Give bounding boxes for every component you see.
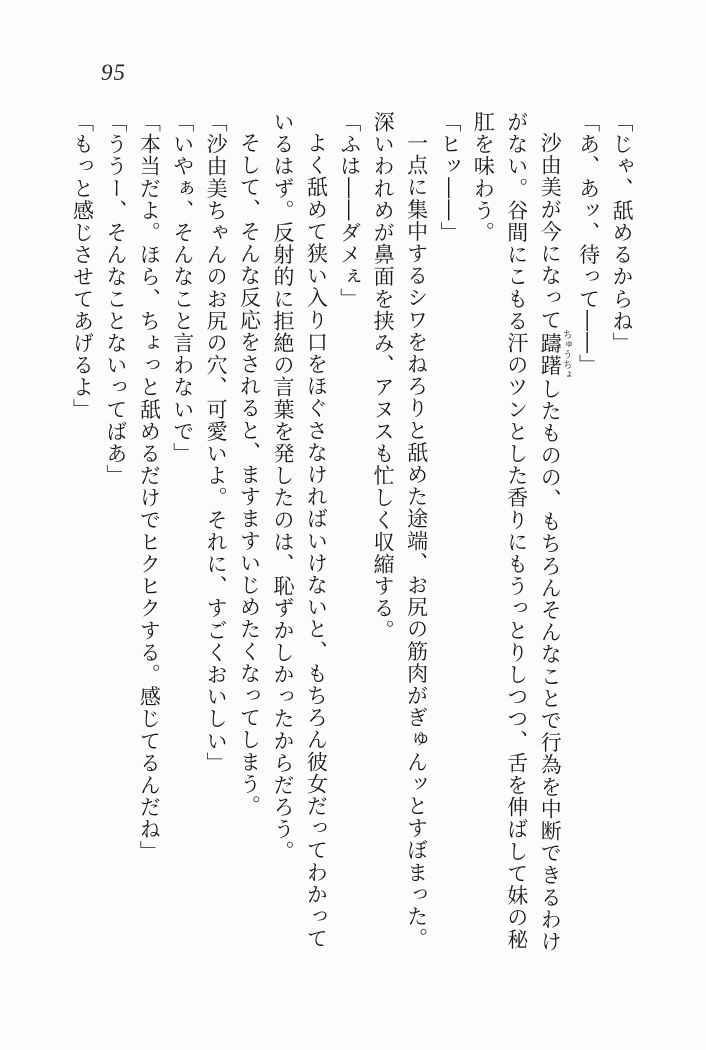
narrative-segment-before: 沙由美が今になって (538, 132, 563, 331)
dialogue-line-5: 「沙由美ちゃんのお尻の穴、可愛いよ。それに、すごくおいしい」 (204, 111, 229, 774)
narrative-segment-after: したものの、もちろんそんなことで行為を中断できるわけがない。谷間にこもる汗のツンとした香りにもうっとりしつつ、舌を伸ばして妹の秘肛を味わう。 (471, 111, 563, 953)
dialogue-line-3: 「ヒッ――」 (437, 111, 462, 244)
dialogue-line-2: 「あ、あッ、待って――」 (576, 111, 601, 377)
dialogue-line-7: 「本当だよ。ほら、ちょっと舐めるだけでヒクヒクする。感じてるんだね」 (137, 111, 162, 863)
narrative-paragraph-4: そして、そんな反応をされると、ますますいじめたくなってしまう。 (237, 132, 262, 818)
page-number: 95 (101, 60, 126, 85)
ruby-reading: ちゅうちょ (560, 329, 572, 380)
ruby-base: 躊躇 (538, 329, 563, 380)
dialogue-line-1: 「じゃ、舐めるからね」 (610, 111, 634, 355)
narrative-paragraph-2: 一点に集中するシワをねろりと舐めた途端、お尻の筋肉がぎゅんッとすぼまった。深いわれめが鼻面を挟み、アヌスも忙しく収縮する。 (371, 111, 429, 950)
dialogue-line-9: 「もっと感じさせてあげるよ」 (70, 111, 95, 421)
vertical-text-block (65, 111, 638, 956)
dialogue-line-4: 「ふは――ダメぇ」 (337, 111, 362, 310)
ruby-annotation (538, 329, 572, 380)
dialogue-line-8: 「ううー、そんなことないってばあ」 (103, 111, 128, 487)
dialogue-line-6: 「いやぁ、そんなこと言わないで」 (170, 111, 195, 465)
narrative-paragraph-3: よく舐めて狭い入り口をほぐさなければいけないと、もちろん彼女だってわかっているはず。反射的に拒絶の言葉を発したのは、恥ずかしかったからだろう。 (270, 111, 329, 950)
narrative-paragraph-1 (466, 111, 571, 956)
